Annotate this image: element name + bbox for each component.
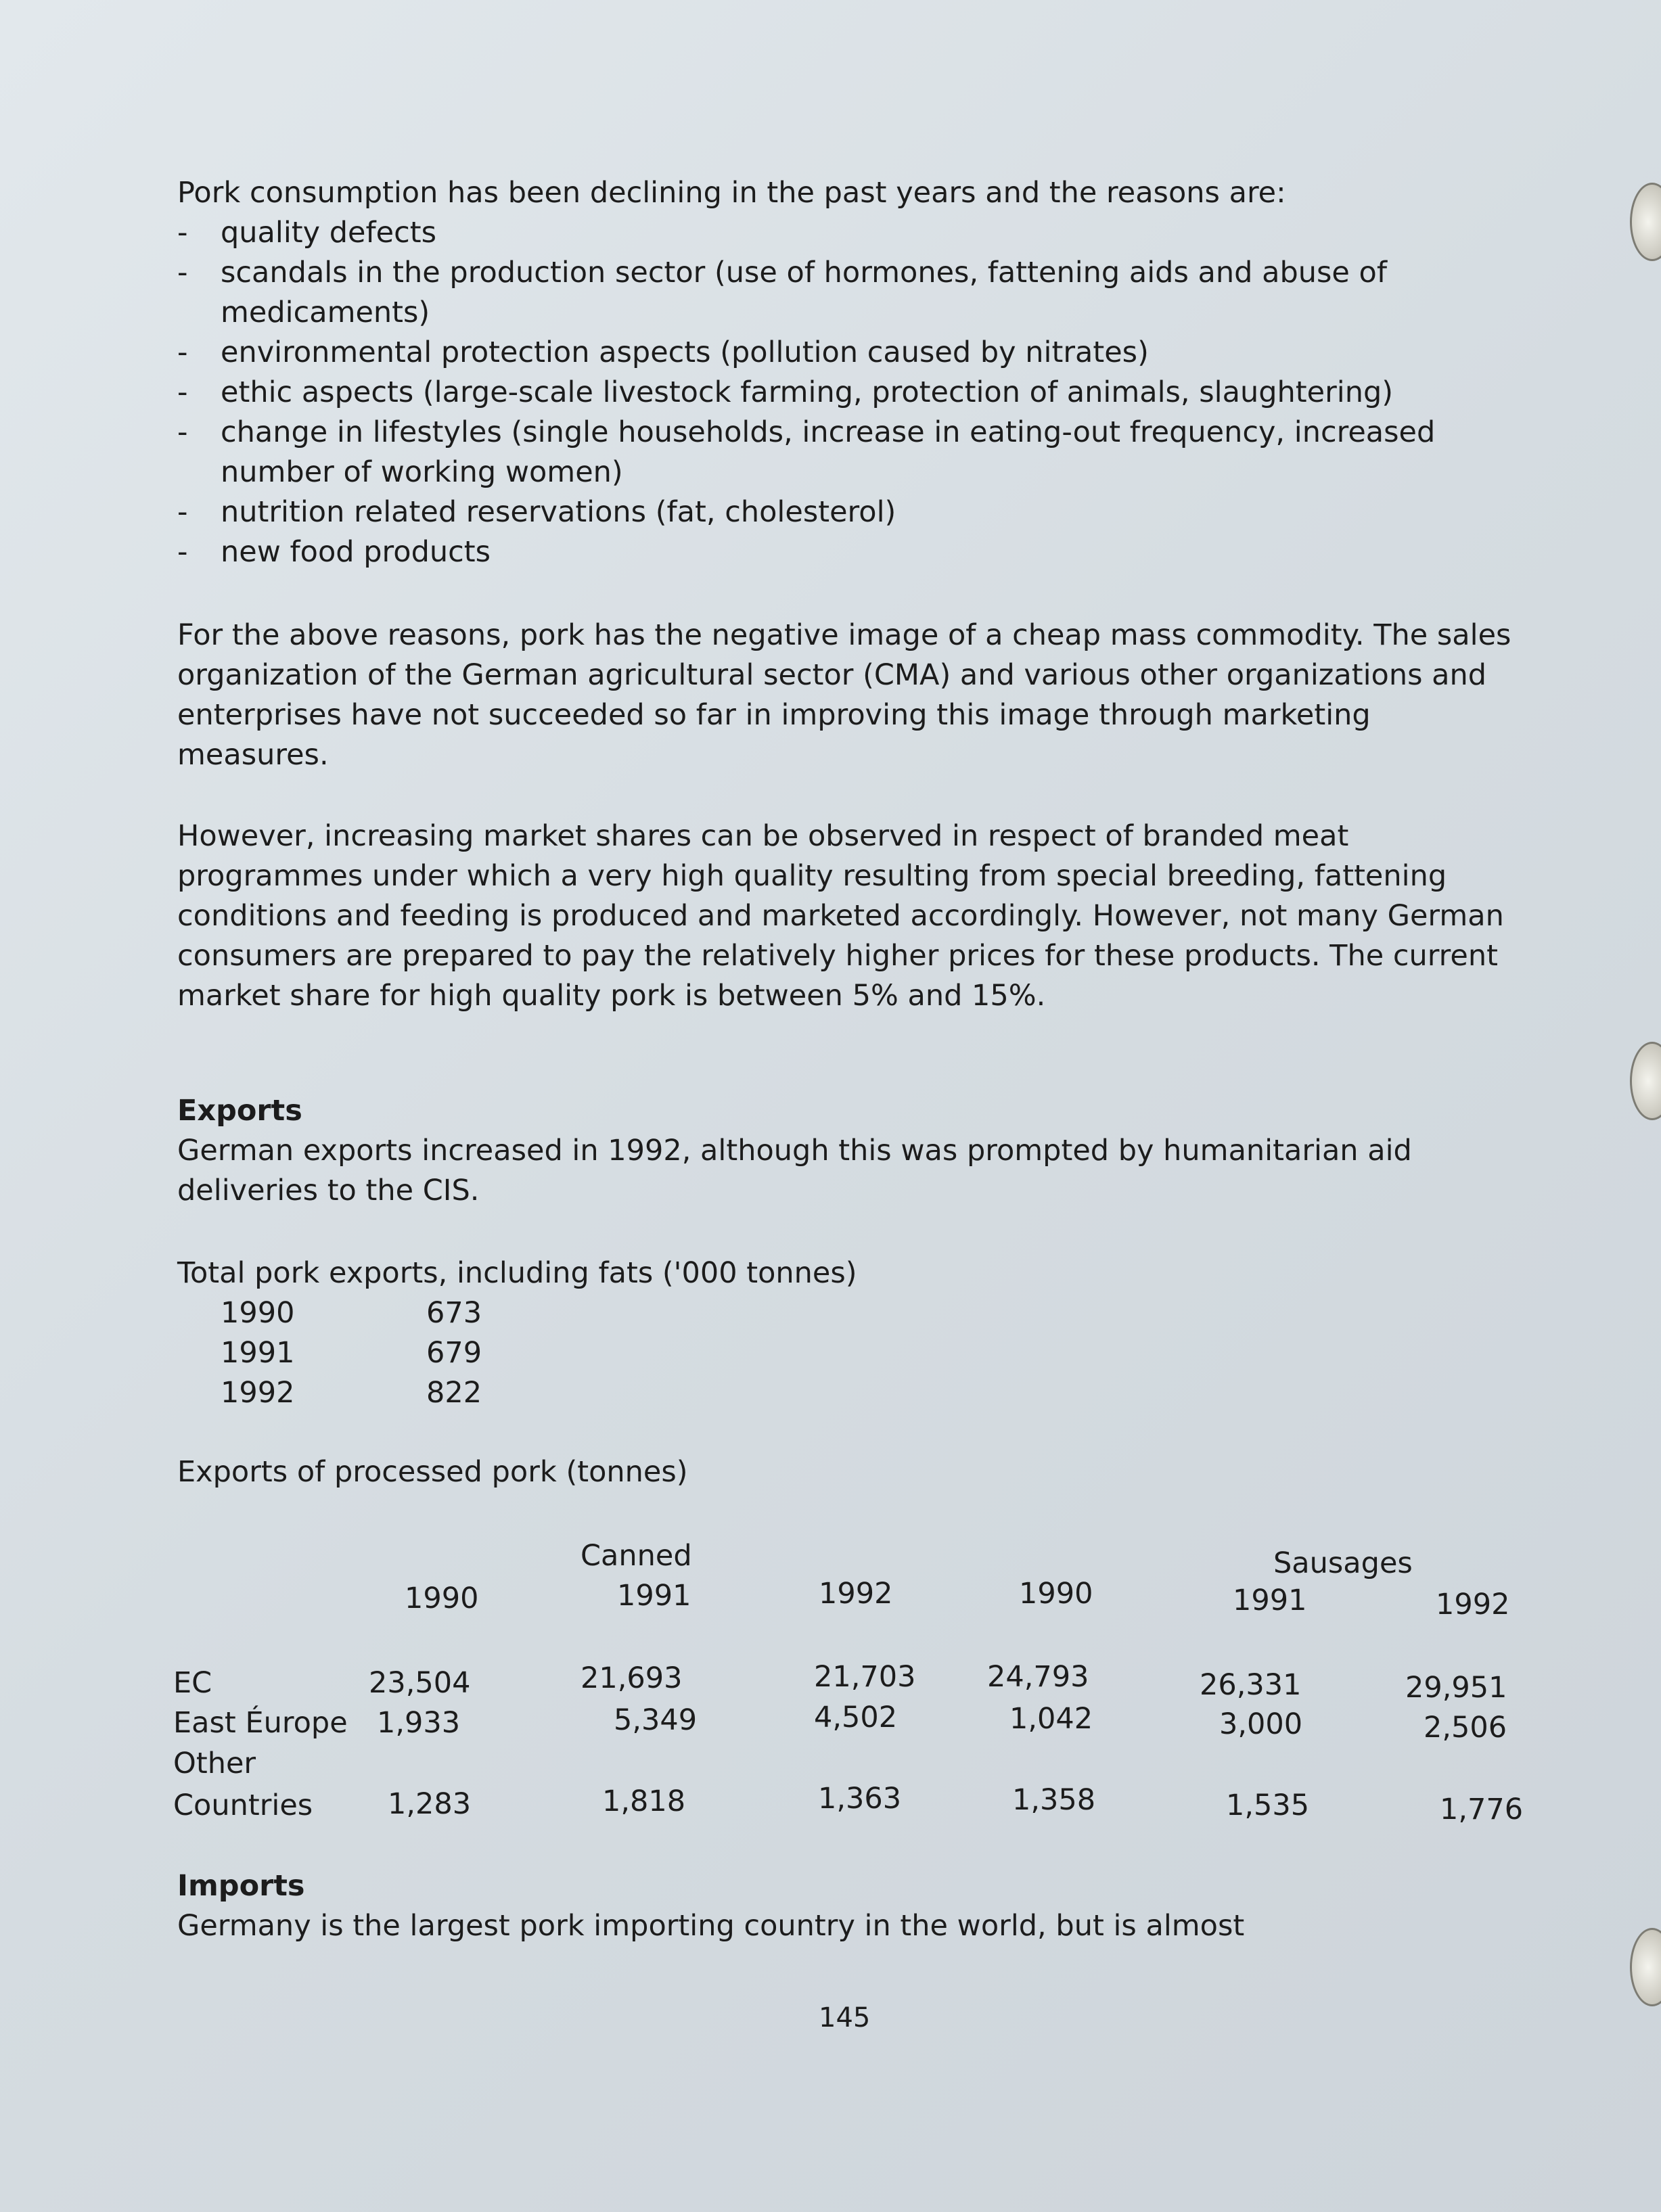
bullet-item: - ethic aspects (large-scale livestock farming, protection of animals, slaughtering) — [177, 375, 1394, 409]
paragraph-branded-meat: However, increasing market shares can be observed in respect of branded meat programmes under which a very high quality resulting from special breeding, fattening conditions and feeding is produced and marketed accordingly. However, not many German consumers are prepared to pay the relatively higher prices for these products. The current market share for high quality pork is between 5% and 15%. — [177, 819, 1504, 1013]
table-cell: 21,703 — [814, 1660, 916, 1694]
imports-text: Germany is the largest pork importing country in the world, but is almost — [177, 1909, 1245, 1943]
table-row: 1991 679 — [221, 1336, 482, 1370]
intro-section — [177, 173, 1530, 572]
bullet-item: - scandals in the production sector (use of hormones, fattening aids and abuse of medicaments) — [177, 256, 1387, 329]
row-label: EC — [173, 1666, 212, 1700]
bullet-item: - nutrition related reservations (fat, cholesterol) — [177, 495, 896, 529]
binder-ring-icon — [1630, 1928, 1661, 2006]
imports-section — [177, 1866, 1530, 1946]
year-header: 1992 — [1436, 1588, 1510, 1621]
table-cell: 1,933 — [377, 1706, 461, 1740]
total-exports-table — [177, 1293, 482, 1413]
table-cell: 26,331 — [1200, 1668, 1302, 1702]
table-row: 1990 673 — [221, 1296, 482, 1330]
imports-heading: Imports — [177, 1869, 305, 1903]
year-header: 1990 — [1019, 1577, 1093, 1611]
row-label: East Éurope — [173, 1706, 348, 1740]
table-cell: 1,363 — [818, 1782, 902, 1816]
table-cell: 29,951 — [1405, 1671, 1507, 1705]
bullet-item: - environmental protection aspects (pollution caused by nitrates) — [177, 336, 1149, 369]
binder-ring-icon — [1630, 1042, 1661, 1120]
table-row: 1992 822 — [221, 1376, 482, 1410]
year-header: 1990 — [405, 1582, 479, 1615]
row-label: Other — [173, 1747, 256, 1780]
row-label: Countries — [173, 1789, 313, 1822]
table-cell: 23,504 — [369, 1666, 471, 1700]
total-exports-title: Total pork exports, including fats ('000 tonnes) — [177, 1256, 857, 1290]
exports-section — [177, 1091, 1530, 1211]
page-number: 145 — [819, 2002, 871, 2033]
bullet-item: - new food products — [177, 535, 491, 569]
group-header-sausages: Sausages — [1273, 1546, 1413, 1580]
table-cell: 3,000 — [1219, 1707, 1303, 1741]
processed-exports-title: Exports of processed pork (tonnes) — [177, 1455, 688, 1489]
table-cell: 21,693 — [581, 1661, 683, 1695]
table-cell: 5,349 — [614, 1703, 698, 1737]
year-header: 1992 — [819, 1577, 893, 1611]
binder-ring-icon — [1630, 183, 1661, 261]
table-cell: 1,776 — [1440, 1793, 1524, 1826]
exports-text: German exports increased in 1992, although this was prompted by humanitarian aid deliveries to the CIS. — [177, 1134, 1412, 1207]
table-cell: 1,358 — [1012, 1783, 1096, 1817]
table-cell: 24,793 — [987, 1660, 1089, 1694]
exports-heading: Exports — [177, 1094, 302, 1128]
group-header-canned: Canned — [581, 1539, 692, 1573]
table-cell: 1,535 — [1226, 1789, 1310, 1822]
year-header: 1991 — [1233, 1584, 1307, 1617]
year-header: 1991 — [617, 1579, 691, 1613]
bullet-item: - change in lifestyles (single households, increase in eating-out frequency, increased number of working women) — [177, 415, 1436, 489]
table-cell: 1,042 — [1009, 1702, 1093, 1736]
table-cell: 2,506 — [1424, 1711, 1507, 1745]
paragraph-image: For the above reasons, pork has the negative image of a cheap mass commodity. The sales organization of the German agricultural sector (CMA) and various other organizations and enterprises have not succeeded so far in improving this image through marketing measures. — [177, 618, 1511, 772]
intro-text: Pork consumption has been declining in the past years and the reasons are: — [177, 176, 1286, 210]
bullet-item: - quality defects — [177, 216, 437, 250]
table-cell: 1,818 — [602, 1784, 686, 1818]
table-cell: 1,283 — [388, 1787, 472, 1821]
table-cell: 4,502 — [814, 1701, 898, 1734]
